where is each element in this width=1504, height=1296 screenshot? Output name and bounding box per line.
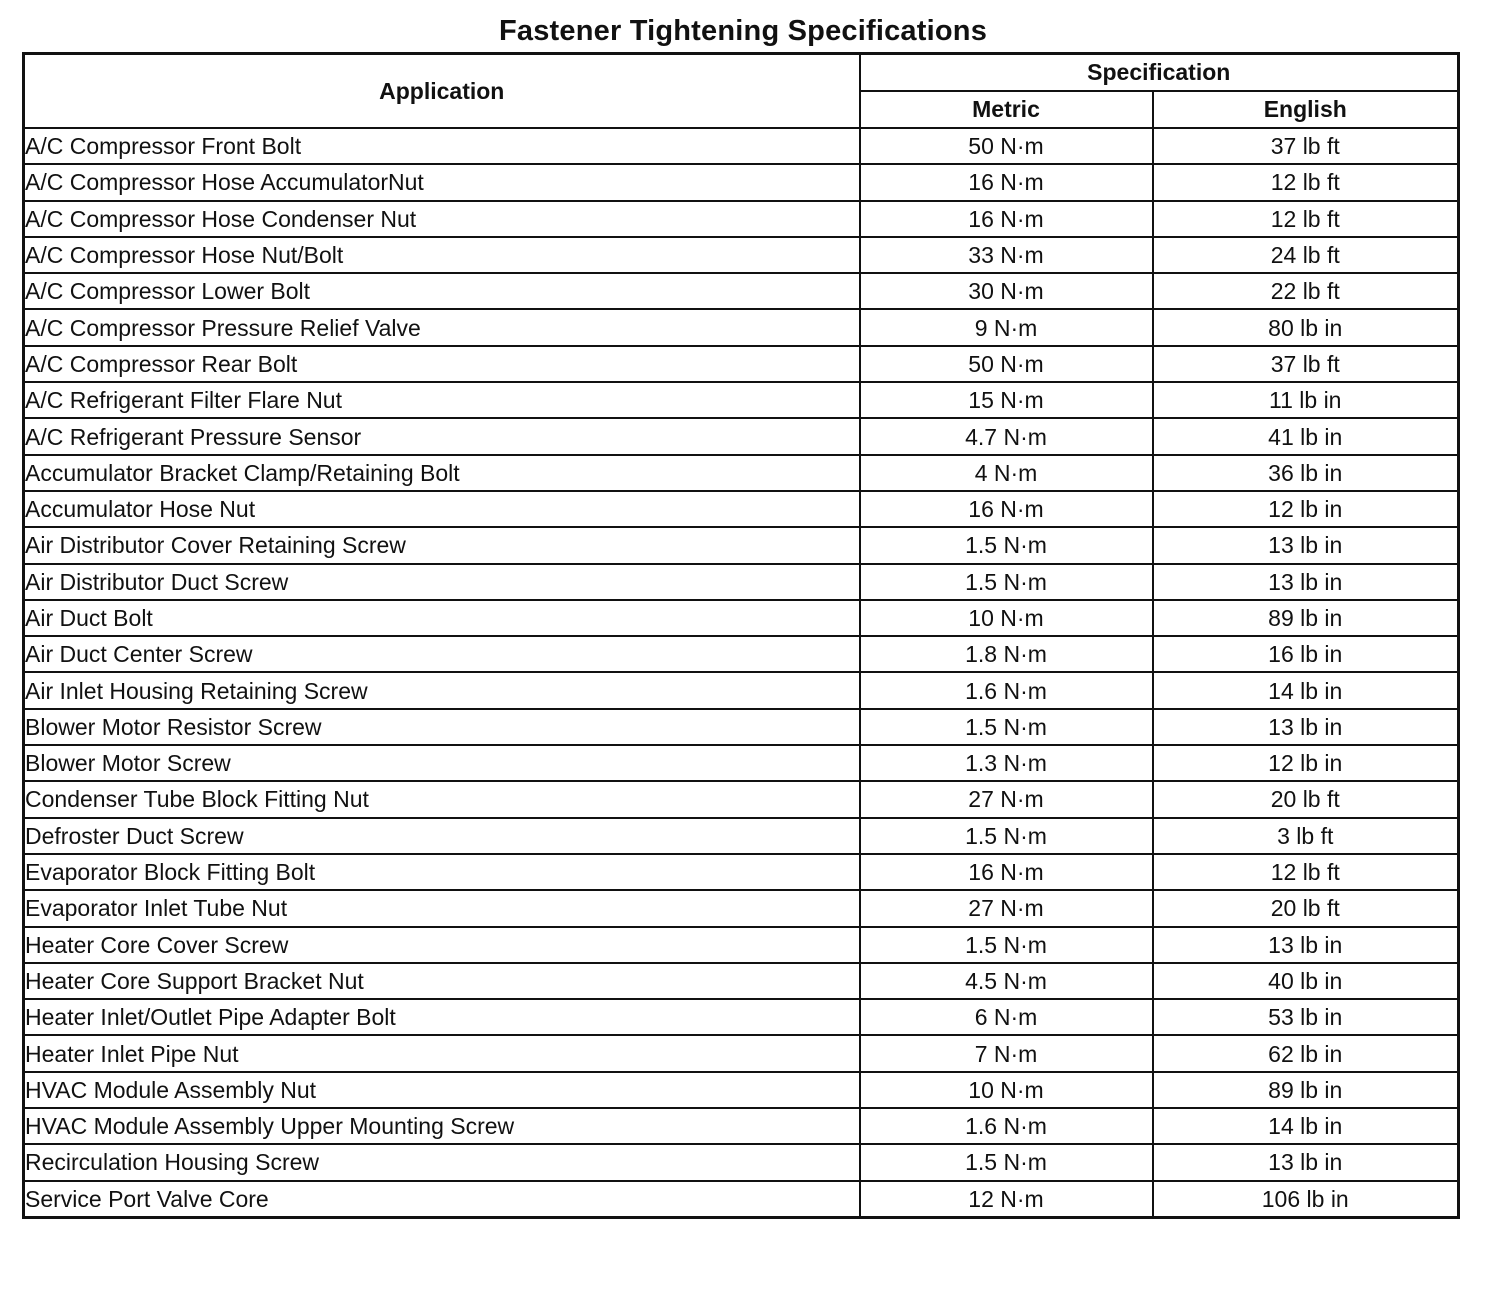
cell-english: 13 lb in — [1153, 927, 1459, 963]
cell-metric: 16 N·m — [860, 854, 1153, 890]
table-body — [24, 128, 1459, 1217]
table-row — [24, 527, 1459, 563]
cell-application: A/C Compressor Rear Bolt — [24, 346, 860, 382]
table-row — [24, 600, 1459, 636]
cell-metric: 1.3 N·m — [860, 745, 1153, 781]
cell-application: Evaporator Block Fitting Bolt — [24, 854, 860, 890]
table-row — [24, 781, 1459, 817]
cell-metric: 12 N·m — [860, 1181, 1153, 1218]
table-row — [24, 963, 1459, 999]
cell-application: Heater Inlet/Outlet Pipe Adapter Bolt — [24, 999, 860, 1035]
table-row — [24, 999, 1459, 1035]
cell-english: 20 lb ft — [1153, 781, 1459, 817]
cell-metric: 10 N·m — [860, 600, 1153, 636]
table-row — [24, 890, 1459, 926]
cell-application: Air Distributor Duct Screw — [24, 564, 860, 600]
cell-application: HVAC Module Assembly Nut — [24, 1072, 860, 1108]
cell-metric: 15 N·m — [860, 382, 1153, 418]
cell-metric: 6 N·m — [860, 999, 1153, 1035]
cell-english: 41 lb in — [1153, 418, 1459, 454]
cell-application: A/C Compressor Front Bolt — [24, 128, 860, 164]
cell-application: Defroster Duct Screw — [24, 818, 860, 854]
cell-english: 36 lb in — [1153, 455, 1459, 491]
cell-metric: 1.5 N·m — [860, 527, 1153, 563]
cell-english: 14 lb in — [1153, 672, 1459, 708]
cell-metric: 1.5 N·m — [860, 927, 1153, 963]
table-row — [24, 273, 1459, 309]
cell-metric: 4.5 N·m — [860, 963, 1153, 999]
table-row — [24, 382, 1459, 418]
cell-application: A/C Compressor Lower Bolt — [24, 273, 860, 309]
cell-application: Heater Inlet Pipe Nut — [24, 1035, 860, 1071]
cell-english: 12 lb in — [1153, 745, 1459, 781]
table-row — [24, 346, 1459, 382]
cell-metric: 50 N·m — [860, 128, 1153, 164]
table-row — [24, 418, 1459, 454]
cell-metric: 1.8 N·m — [860, 636, 1153, 672]
cell-metric: 27 N·m — [860, 781, 1153, 817]
cell-english: 12 lb ft — [1153, 854, 1459, 890]
column-header-metric: Metric — [860, 91, 1153, 128]
cell-english: 106 lb in — [1153, 1181, 1459, 1218]
table-header — [24, 54, 1459, 129]
cell-application: HVAC Module Assembly Upper Mounting Screw — [24, 1108, 860, 1144]
table-row — [24, 128, 1459, 164]
cell-metric: 30 N·m — [860, 273, 1153, 309]
cell-english: 20 lb ft — [1153, 890, 1459, 926]
cell-metric: 1.5 N·m — [860, 709, 1153, 745]
column-header-application: Application — [24, 54, 860, 129]
cell-metric: 27 N·m — [860, 890, 1153, 926]
cell-metric: 1.6 N·m — [860, 1108, 1153, 1144]
table-row — [24, 164, 1459, 200]
cell-application: Air Distributor Cover Retaining Screw — [24, 527, 860, 563]
cell-metric: 1.5 N·m — [860, 564, 1153, 600]
table-row — [24, 1108, 1459, 1144]
cell-english: 14 lb in — [1153, 1108, 1459, 1144]
table-row — [24, 491, 1459, 527]
cell-english: 3 lb ft — [1153, 818, 1459, 854]
cell-metric: 16 N·m — [860, 491, 1153, 527]
cell-application: Accumulator Bracket Clamp/Retaining Bolt — [24, 455, 860, 491]
cell-english: 62 lb in — [1153, 1035, 1459, 1071]
cell-english: 37 lb ft — [1153, 128, 1459, 164]
table-row — [24, 1072, 1459, 1108]
cell-metric: 7 N·m — [860, 1035, 1153, 1071]
cell-english: 13 lb in — [1153, 709, 1459, 745]
cell-application: Heater Core Support Bracket Nut — [24, 963, 860, 999]
cell-application: Blower Motor Resistor Screw — [24, 709, 860, 745]
cell-english: 80 lb in — [1153, 309, 1459, 345]
cell-metric: 16 N·m — [860, 201, 1153, 237]
cell-application: Blower Motor Screw — [24, 745, 860, 781]
cell-application: Recirculation Housing Screw — [24, 1144, 860, 1180]
table-row — [24, 672, 1459, 708]
table-row — [24, 927, 1459, 963]
table-row — [24, 564, 1459, 600]
table-row — [24, 309, 1459, 345]
cell-english: 40 lb in — [1153, 963, 1459, 999]
table-row — [24, 854, 1459, 890]
cell-english: 11 lb in — [1153, 382, 1459, 418]
cell-application: Condenser Tube Block Fitting Nut — [24, 781, 860, 817]
cell-metric: 33 N·m — [860, 237, 1153, 273]
cell-application: A/C Compressor Hose Condenser Nut — [24, 201, 860, 237]
cell-english: 22 lb ft — [1153, 273, 1459, 309]
cell-metric: 9 N·m — [860, 309, 1153, 345]
cell-english: 89 lb in — [1153, 600, 1459, 636]
cell-english: 16 lb in — [1153, 636, 1459, 672]
cell-english: 89 lb in — [1153, 1072, 1459, 1108]
table-row — [24, 636, 1459, 672]
page-title: Fastener Tightening Specifications — [498, 15, 988, 47]
cell-english: 13 lb in — [1153, 527, 1459, 563]
cell-metric: 1.6 N·m — [860, 672, 1153, 708]
fastener-spec-table — [22, 52, 1460, 1219]
cell-metric: 50 N·m — [860, 346, 1153, 382]
table-row — [24, 818, 1459, 854]
table-row — [24, 201, 1459, 237]
cell-english: 12 lb ft — [1153, 164, 1459, 200]
cell-application: Service Port Valve Core — [24, 1181, 860, 1218]
cell-application: A/C Refrigerant Filter Flare Nut — [24, 382, 860, 418]
cell-application: A/C Compressor Hose AccumulatorNut — [24, 164, 860, 200]
cell-metric: 1.5 N·m — [860, 1144, 1153, 1180]
cell-application: Accumulator Hose Nut — [24, 491, 860, 527]
cell-metric: 16 N·m — [860, 164, 1153, 200]
cell-application: Heater Core Cover Screw — [24, 927, 860, 963]
cell-application: A/C Refrigerant Pressure Sensor — [24, 418, 860, 454]
cell-application: A/C Compressor Hose Nut/Bolt — [24, 237, 860, 273]
table-row — [24, 709, 1459, 745]
cell-application: Air Duct Bolt — [24, 600, 860, 636]
table-row — [24, 1144, 1459, 1180]
column-group-header-specification: Specification — [860, 54, 1459, 92]
cell-english: 53 lb in — [1153, 999, 1459, 1035]
cell-metric: 1.5 N·m — [860, 818, 1153, 854]
cell-english: 13 lb in — [1153, 564, 1459, 600]
cell-english: 24 lb ft — [1153, 237, 1459, 273]
cell-english: 12 lb in — [1153, 491, 1459, 527]
column-header-english: English — [1153, 91, 1459, 128]
cell-application: Air Inlet Housing Retaining Screw — [24, 672, 860, 708]
table-row — [24, 745, 1459, 781]
cell-application: Evaporator Inlet Tube Nut — [24, 890, 860, 926]
table-row — [24, 455, 1459, 491]
cell-application: A/C Compressor Pressure Relief Valve — [24, 309, 860, 345]
cell-metric: 4 N·m — [860, 455, 1153, 491]
cell-metric: 10 N·m — [860, 1072, 1153, 1108]
cell-english: 12 lb ft — [1153, 201, 1459, 237]
table-row — [24, 1035, 1459, 1071]
cell-english: 37 lb ft — [1153, 346, 1459, 382]
table-row — [24, 237, 1459, 273]
cell-english: 13 lb in — [1153, 1144, 1459, 1180]
table-row — [24, 1181, 1459, 1218]
cell-application: Air Duct Center Screw — [24, 636, 860, 672]
cell-metric: 4.7 N·m — [860, 418, 1153, 454]
